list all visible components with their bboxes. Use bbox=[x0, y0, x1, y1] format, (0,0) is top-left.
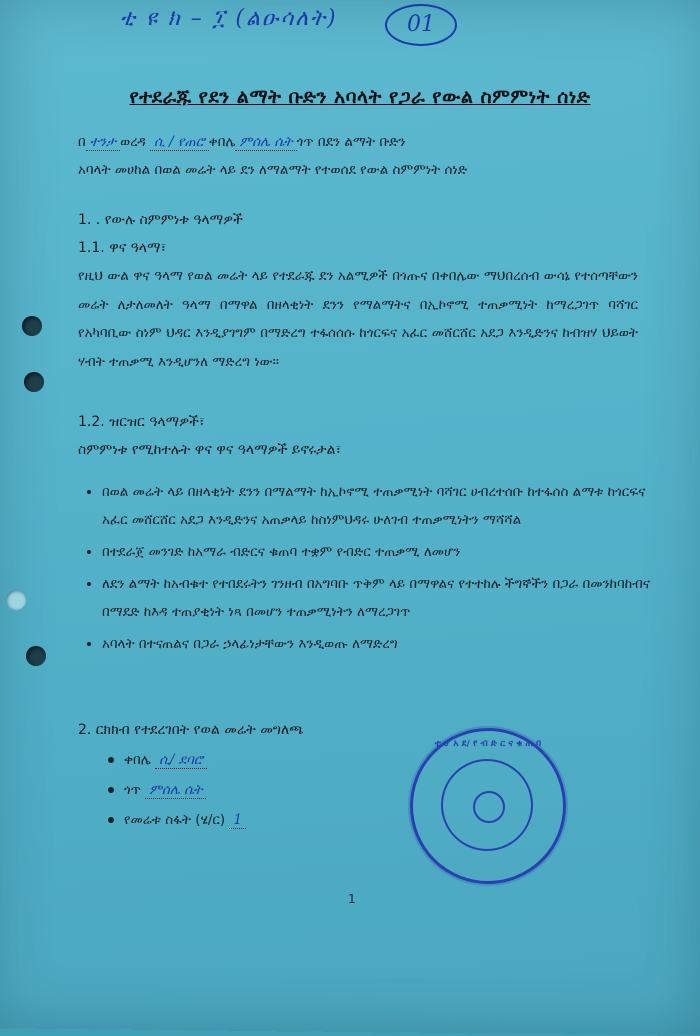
kebele-label: ቀበሌ bbox=[208, 134, 236, 150]
got-field: ምሰሌ ሴት bbox=[235, 134, 296, 151]
handwritten-header-note: ቲ ዩ ክ – ፲ (ልዑሳለት) bbox=[120, 6, 338, 31]
bullet-icon bbox=[108, 757, 114, 763]
location-area bbox=[108, 812, 246, 828]
intro-rest: ጎጥ በደን ልማት ቡድን bbox=[296, 134, 406, 150]
bullet-icon bbox=[108, 817, 114, 823]
section-1-2-heading: 1.2. ዝርዝር ዓላማዎች፣ bbox=[78, 414, 205, 430]
intro-line2: አባላት መሀከል በወል መሬት ላይ ደን ለማልማት የተወሰደ የውል ስምምነት ሰነድ bbox=[78, 162, 468, 178]
loc-got-label: ጎጥ bbox=[124, 782, 142, 798]
list-item: • በተደራጀ መንገድ ከአማራ ብድርና ቁጠባ ተቋም የብድር ተጠቃሚ ለመሆን bbox=[102, 538, 664, 566]
section-1-1-heading: 1.1. ዋና ዓላማ፣ bbox=[78, 240, 167, 256]
section-1-heading: 1. . የውሉ ስምምነቱ ዓላማዎች bbox=[78, 212, 243, 228]
section-1-1-body: የዚህ ውል ዋና ዓላማ የወል መሬት ላይ የተደራጁ ደን አልሚዎች በጎጡና በቀበሌው ማህበረሰብ ውሳኔ የተሰጣቸውን መሬት ለታለመለት ዓላማ በማዋል በዘላቂነት ደንን የማልማትና በኢኮኖሚ ተጠቃሚነት ከማረጋገጥ ባሻገር የአካባቢው ስነም ህዳር እንዲያገግም በማድረግ ተፋሰሰሱ ከጎርፍና አፈር መሸርሸር አደጋ እንዲድንና ከብዝሃ ህይወት ሃብት ተጠቃሚ እንዲሆንለ ማድረግ ነው፡፡ bbox=[78, 268, 638, 370]
intro-prefix: በ bbox=[78, 134, 86, 150]
list-item: • አባላት በተናጠልና በጋራ ኃላፊነታቸውን እንዲወጡ ለማድረግ bbox=[102, 630, 664, 658]
official-stamp bbox=[410, 728, 566, 884]
handwritten-header-number: 01 bbox=[385, 4, 457, 46]
location-kebele bbox=[108, 752, 207, 768]
bullet-icon bbox=[108, 787, 114, 793]
page-number: 1 bbox=[348, 892, 356, 906]
loc-area-label: የመሬቱ ስፋት (ሄ/ር) bbox=[124, 812, 226, 828]
document-title: የተደራጁ የደን ልማት ቡድን አባላት የጋራ የውል ስምምነት ሰነድ bbox=[129, 86, 591, 108]
loc-kebele-label: ቀበሌ bbox=[124, 752, 151, 768]
punch-hole bbox=[24, 372, 44, 392]
list-item: • በወል መሬት ላይ በዘላቂነት ደንን በማልማት ከኢኮኖሚ ተጠቃሚነት ባሻገር ሀብረተሰቡ ከተፋሰስ ልማቱ ከጎርፍና አፈር መሸርሸር አደጋ እንዲድንና አጠቃላይ ከስነምህዳሩ ሁለገብ ተጠቃሚነትን ማሻሻል bbox=[102, 478, 664, 534]
section-2-heading: 2. ርክክብ የተደረገበት የወል መሬት መግለጫ bbox=[78, 722, 304, 738]
objectives-list bbox=[78, 478, 664, 662]
stamp-text: ቲ ሆ አ ደ/ የ ብ ድ ር ና ቁ ጠ ባ bbox=[434, 739, 542, 749]
woreda-label: ወረዳ bbox=[120, 134, 146, 150]
punch-hole bbox=[22, 316, 42, 336]
section-1-2-intro: ስምምነቱ የሚከተሉት ዋና ዋና ዓላማዎች ይኖሩታል፣ bbox=[78, 442, 342, 458]
location-got bbox=[108, 782, 206, 798]
kebele-field: ሲ / የጠሮ bbox=[150, 134, 209, 151]
punch-hole bbox=[26, 646, 46, 666]
loc-area-value: 1 bbox=[229, 812, 246, 829]
loc-kebele-value: ሲ/ ደባሮ bbox=[155, 752, 207, 769]
list-item: • ለደን ልማት ከአብቁተ የተበደሩትን ገንዘብ በአግባቡ ጥቅም ላይ በማዋልና የተተከሉ ችግኞችን በጋራ በመንከባከብና በማደድ ከእዳ ተጠያቂነት ነጻ በመሆን ተጠቃሚነትን ለማረጋገጥ bbox=[102, 570, 664, 626]
loc-got-value: ምሰሌ ሴት bbox=[145, 782, 206, 799]
stamp-emblem-icon bbox=[473, 791, 505, 823]
intro-paragraph bbox=[78, 128, 638, 184]
punch-hole bbox=[6, 590, 26, 610]
woreda-field: ተንታ bbox=[86, 134, 120, 151]
